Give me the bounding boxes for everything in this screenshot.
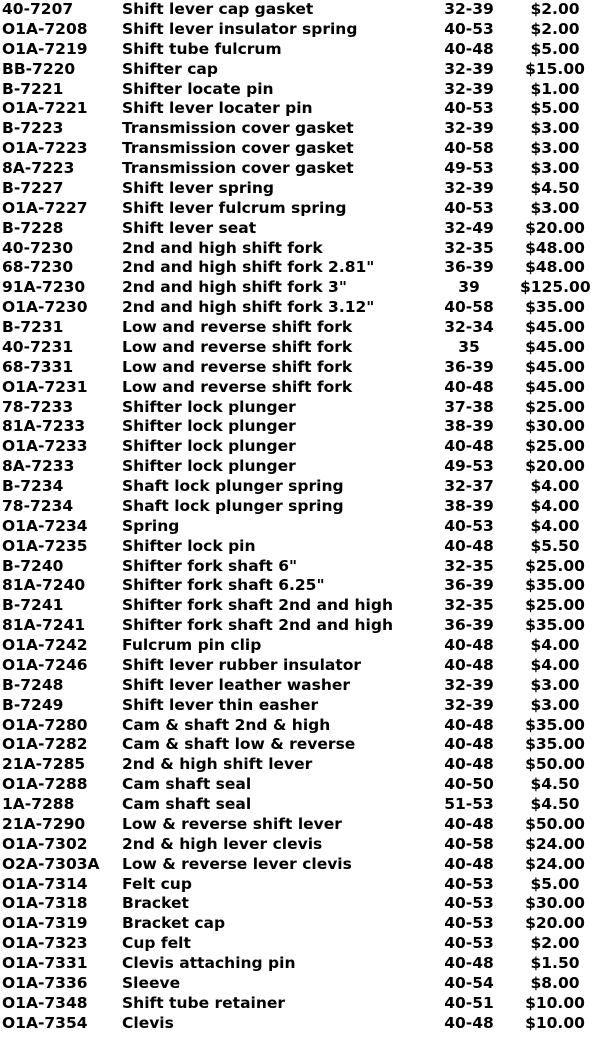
part-description: Clevis [122, 1013, 174, 1032]
part-years: 40-53 [444, 99, 494, 118]
part-description: Shifter lock plunger [122, 437, 296, 456]
part-price: $50.00 [525, 814, 585, 833]
part-description: Transmission cover gasket [122, 119, 354, 138]
part-price: $45.00 [525, 337, 585, 356]
part-price: $30.00 [525, 417, 585, 436]
part-description: Shifter fork shaft 2nd and high [122, 596, 394, 615]
part-description: Cam shaft seal [122, 795, 252, 813]
list-item [0, 60, 593, 80]
part-number: O1A-7319 [2, 914, 88, 933]
list-item [0, 0, 593, 20]
part-price: $35.00 [525, 298, 585, 317]
part-price: $20.00 [525, 218, 585, 237]
list-item [0, 775, 593, 795]
part-number: 81A-7241 [2, 616, 86, 635]
part-number: O1A-7246 [2, 655, 88, 674]
part-years: 40-48 [444, 954, 494, 972]
list-item [0, 735, 593, 755]
list-item [0, 835, 593, 855]
list-item [0, 576, 593, 596]
part-description: Low & reverse shift lever [122, 814, 342, 833]
list-item [0, 99, 593, 119]
part-price: $1.00 [530, 79, 580, 98]
part-price: $25.00 [525, 437, 585, 456]
part-years: 40-48 [444, 39, 494, 58]
part-number: O1A-7227 [2, 198, 88, 217]
part-description: Low and reverse shift fork [122, 337, 353, 356]
part-years: 40-58 [444, 298, 494, 317]
part-description: Shift lever insulator spring [122, 19, 358, 38]
part-number: O1A-7234 [2, 516, 88, 535]
list-item [0, 656, 593, 676]
part-number: 91A-7230 [2, 278, 86, 297]
list-item [0, 855, 593, 875]
part-number: 8A-7233 [2, 457, 75, 476]
part-description: Cam shaft seal [122, 775, 252, 794]
list-item [0, 258, 593, 278]
part-number: 78-7233 [2, 397, 74, 416]
part-description: Felt cup [122, 874, 192, 893]
part-number: 40-7207 [2, 0, 74, 18]
part-years: 32-39 [444, 59, 494, 78]
part-years: 32-37 [444, 477, 494, 495]
part-number: B-7240 [2, 556, 64, 575]
part-number: O1A-7336 [2, 973, 88, 992]
part-price: $5.50 [530, 536, 580, 555]
list-item [0, 755, 593, 775]
part-number: B-7228 [2, 218, 64, 237]
part-description: Shift lever rubber insulator [122, 655, 362, 674]
part-price: $4.00 [530, 516, 580, 535]
list-item [0, 239, 593, 259]
list-item [0, 696, 593, 716]
part-number: B-7221 [2, 79, 64, 98]
part-price: $4.00 [530, 636, 580, 654]
part-price: $3.00 [530, 119, 580, 138]
part-description: 2nd & high shift lever [122, 755, 313, 774]
part-description: Shifter lock plunger [122, 397, 296, 416]
part-price: $25.00 [525, 397, 585, 416]
part-description: Shifter lock pin [122, 536, 256, 555]
part-number: 68-7230 [2, 258, 74, 277]
part-number: O1A-7233 [2, 437, 88, 456]
part-description: 2nd and high shift fork 3" [122, 278, 347, 297]
part-price: $3.00 [530, 139, 580, 158]
part-price: $20.00 [525, 914, 585, 933]
part-number: 40-7231 [2, 337, 74, 356]
part-years: 32-35 [444, 238, 494, 257]
part-price: $48.00 [525, 238, 585, 257]
part-number: O1A-7354 [2, 1013, 88, 1032]
part-years: 38-39 [444, 496, 494, 515]
part-price: $20.00 [525, 457, 585, 476]
part-price: $24.00 [525, 834, 585, 853]
part-years: 40-51 [444, 993, 494, 1012]
part-price: $4.50 [530, 795, 580, 813]
part-years: 40-48 [444, 636, 494, 654]
part-price: $50.00 [525, 755, 585, 774]
part-description: Shift lever fulcrum spring [122, 198, 347, 217]
part-years: 40-53 [444, 894, 494, 913]
list-item [0, 417, 593, 437]
part-years: 40-48 [444, 814, 494, 833]
part-number: B-7227 [2, 178, 64, 197]
list-item [0, 894, 593, 914]
part-years: 36-39 [444, 616, 494, 635]
part-years: 40-53 [444, 198, 494, 217]
part-years: 32-39 [444, 119, 494, 138]
part-description: Shaft lock plunger spring [122, 477, 344, 495]
part-years: 32-39 [444, 0, 494, 18]
part-years: 40-58 [444, 834, 494, 853]
part-number: 8A-7223 [2, 159, 75, 177]
part-price: $45.00 [525, 318, 585, 336]
part-description: Low & reverse lever clevis [122, 854, 352, 873]
part-years: 40-53 [444, 914, 494, 933]
list-item [0, 676, 593, 696]
part-years: 32-39 [444, 695, 494, 714]
part-years: 32-49 [444, 218, 494, 237]
part-number: BB-7220 [2, 59, 76, 78]
part-price: $125.00 [520, 278, 591, 297]
part-description: Spring [122, 516, 180, 535]
list-item [0, 278, 593, 298]
part-years: 32-35 [444, 556, 494, 575]
part-number: B-7249 [2, 695, 64, 714]
part-price: $45.00 [525, 377, 585, 396]
list-item [0, 139, 593, 159]
list-item [0, 994, 593, 1014]
part-description: Fulcrum pin clip [122, 636, 262, 654]
part-price: $45.00 [525, 357, 585, 376]
part-number: O1A-7230 [2, 298, 88, 317]
list-item [0, 875, 593, 895]
part-description: Shifter cap [122, 59, 218, 78]
part-description: Shift lever locater pin [122, 99, 313, 118]
part-price: $8.00 [530, 973, 580, 992]
part-years: 32-39 [444, 79, 494, 98]
part-description: Shift lever cap gasket [122, 0, 314, 18]
part-years: 37-38 [444, 397, 494, 416]
part-years: 40-48 [444, 854, 494, 873]
list-item [0, 616, 593, 636]
part-years: 51-53 [444, 795, 494, 813]
list-item [0, 815, 593, 835]
part-price: $35.00 [525, 715, 585, 734]
part-years: 32-35 [444, 596, 494, 615]
list-item [0, 298, 593, 318]
part-years: 40-48 [444, 377, 494, 396]
part-years: 36-39 [444, 357, 494, 376]
part-price: $35.00 [525, 616, 585, 635]
part-description: Transmission cover gasket [122, 159, 354, 177]
part-description: Shift lever thin easher [122, 695, 319, 714]
part-years: 40-48 [444, 735, 494, 754]
part-description: Shift lever leather washer [122, 675, 351, 694]
part-description: Shifter lock plunger [122, 457, 296, 476]
part-number: O2A-7303A [2, 854, 100, 873]
part-description: Cam & shaft low & reverse [122, 735, 356, 754]
part-years: 39 [458, 278, 480, 297]
part-description: Shifter fork shaft 2nd and high [122, 616, 394, 635]
part-number: B-7241 [2, 596, 64, 615]
part-number: 68-7331 [2, 357, 74, 376]
part-price: $4.50 [530, 178, 580, 197]
part-number: O1A-7221 [2, 99, 88, 118]
part-price: $2.00 [530, 0, 580, 18]
list-item [0, 179, 593, 199]
part-years: 40-53 [444, 934, 494, 953]
part-price: $10.00 [525, 1013, 585, 1032]
part-description: 2nd & high lever clevis [122, 834, 323, 853]
part-years: 49-53 [444, 457, 494, 476]
part-price: $3.00 [530, 675, 580, 694]
part-description: Shift tube retainer [122, 993, 286, 1012]
part-price: $4.00 [530, 477, 580, 495]
part-number: O1A-7348 [2, 993, 88, 1012]
list-item [0, 914, 593, 934]
part-number: O1A-7231 [2, 377, 88, 396]
part-description: Low and reverse shift fork [122, 377, 353, 396]
part-years: 35 [458, 337, 480, 356]
list-item [0, 80, 593, 100]
part-description: Cup felt [122, 934, 191, 953]
part-description: Shifter fork shaft 6.25" [122, 576, 325, 595]
part-price: $3.00 [530, 695, 580, 714]
part-price: $4.00 [530, 496, 580, 515]
part-price: $4.50 [530, 775, 580, 794]
part-description: Transmission cover gasket [122, 139, 354, 158]
part-number: O1A-7282 [2, 735, 88, 754]
part-price: $5.00 [530, 39, 580, 58]
list-item [0, 398, 593, 418]
part-number: 40-7230 [2, 238, 74, 257]
part-number: O1A-7331 [2, 954, 88, 972]
part-number: O1A-7318 [2, 894, 88, 913]
part-years: 40-48 [444, 755, 494, 774]
part-description: 2nd and high shift fork 3.12" [122, 298, 375, 317]
list-item [0, 974, 593, 994]
list-item [0, 40, 593, 60]
list-item [0, 457, 593, 477]
part-description: Shift lever seat [122, 218, 257, 237]
part-years: 40-53 [444, 19, 494, 38]
part-price: $35.00 [525, 576, 585, 595]
list-item [0, 358, 593, 378]
part-description: Low and reverse shift fork [122, 318, 353, 336]
part-price: $10.00 [525, 993, 585, 1012]
list-item [0, 716, 593, 736]
part-number: 21A-7285 [2, 755, 86, 774]
part-number: O1A-7242 [2, 636, 88, 654]
part-years: 32-34 [444, 318, 494, 336]
part-number: B-7234 [2, 477, 64, 495]
part-price: $24.00 [525, 854, 585, 873]
part-number: O1A-7223 [2, 139, 88, 158]
part-price: $35.00 [525, 735, 585, 754]
part-number: 21A-7290 [2, 814, 86, 833]
part-number: O1A-7280 [2, 715, 88, 734]
list-item [0, 219, 593, 239]
part-description: Shaft lock plunger spring [122, 496, 344, 515]
list-item [0, 795, 593, 815]
part-number: O1A-7235 [2, 536, 88, 555]
part-years: 40-48 [444, 715, 494, 734]
part-description: 2nd and high shift fork 2.81" [122, 258, 375, 277]
list-item [0, 20, 593, 40]
part-years: 32-39 [444, 178, 494, 197]
part-price: $4.00 [530, 655, 580, 674]
part-description: Shifter lock plunger [122, 417, 296, 436]
list-item [0, 557, 593, 577]
part-description: Shifter fork shaft 6" [122, 556, 298, 575]
part-years: 40-54 [444, 973, 494, 992]
part-years: 40-58 [444, 139, 494, 158]
part-number: 81A-7233 [2, 417, 86, 436]
part-price: $48.00 [525, 258, 585, 277]
part-number: 81A-7240 [2, 576, 86, 595]
part-description: Bracket cap [122, 914, 226, 933]
part-years: 40-48 [444, 536, 494, 555]
part-years: 40-50 [444, 775, 494, 794]
list-item [0, 318, 593, 338]
part-number: O1A-7288 [2, 775, 88, 794]
part-description: Shift tube fulcrum [122, 39, 282, 58]
part-number: 1A-7288 [2, 795, 75, 813]
part-number: O1A-7302 [2, 834, 88, 853]
part-years: 40-48 [444, 437, 494, 456]
list-item [0, 497, 593, 517]
list-item [0, 1014, 593, 1034]
part-price: $15.00 [525, 59, 585, 78]
part-description: 2nd and high shift fork [122, 238, 323, 257]
list-item [0, 537, 593, 557]
list-item [0, 477, 593, 497]
part-number: B-7248 [2, 675, 64, 694]
list-item [0, 119, 593, 139]
list-item [0, 636, 593, 656]
list-item [0, 437, 593, 457]
part-years: 49-53 [444, 159, 494, 177]
part-description: Bracket [122, 894, 189, 913]
part-years: 32-39 [444, 675, 494, 694]
part-years: 40-48 [444, 1013, 494, 1032]
part-price: $5.00 [530, 874, 580, 893]
part-years: 40-48 [444, 655, 494, 674]
list-item [0, 159, 593, 179]
part-price: $3.00 [530, 198, 580, 217]
part-description: Shifter locate pin [122, 79, 274, 98]
list-item [0, 596, 593, 616]
part-number: O1A-7323 [2, 934, 88, 953]
list-item [0, 934, 593, 954]
list-item [0, 199, 593, 219]
part-number: B-7223 [2, 119, 64, 138]
part-years: 40-53 [444, 874, 494, 893]
part-description: Sleeve [122, 973, 181, 992]
part-price: $25.00 [525, 596, 585, 615]
part-number: O1A-7219 [2, 39, 88, 58]
part-description: Cam & shaft 2nd & high [122, 715, 331, 734]
part-price: $25.00 [525, 556, 585, 575]
part-number: B-7231 [2, 318, 64, 336]
part-number: O1A-7314 [2, 874, 88, 893]
part-years: 36-39 [444, 258, 494, 277]
part-price: $5.00 [530, 99, 580, 118]
part-price: $2.00 [530, 934, 580, 953]
part-price: $3.00 [530, 159, 580, 177]
list-item [0, 517, 593, 537]
part-description: Shift lever spring [122, 178, 274, 197]
part-price: $1.50 [530, 954, 580, 972]
part-price: $30.00 [525, 894, 585, 913]
part-description: Low and reverse shift fork [122, 357, 353, 376]
part-description: Clevis attaching pin [122, 954, 296, 972]
list-item [0, 338, 593, 358]
part-years: 38-39 [444, 417, 494, 436]
part-number: O1A-7208 [2, 19, 88, 38]
part-years: 40-53 [444, 516, 494, 535]
part-years: 36-39 [444, 576, 494, 595]
part-number: 78-7234 [2, 496, 74, 515]
list-item [0, 378, 593, 398]
list-item [0, 954, 593, 974]
part-price: $2.00 [530, 19, 580, 38]
